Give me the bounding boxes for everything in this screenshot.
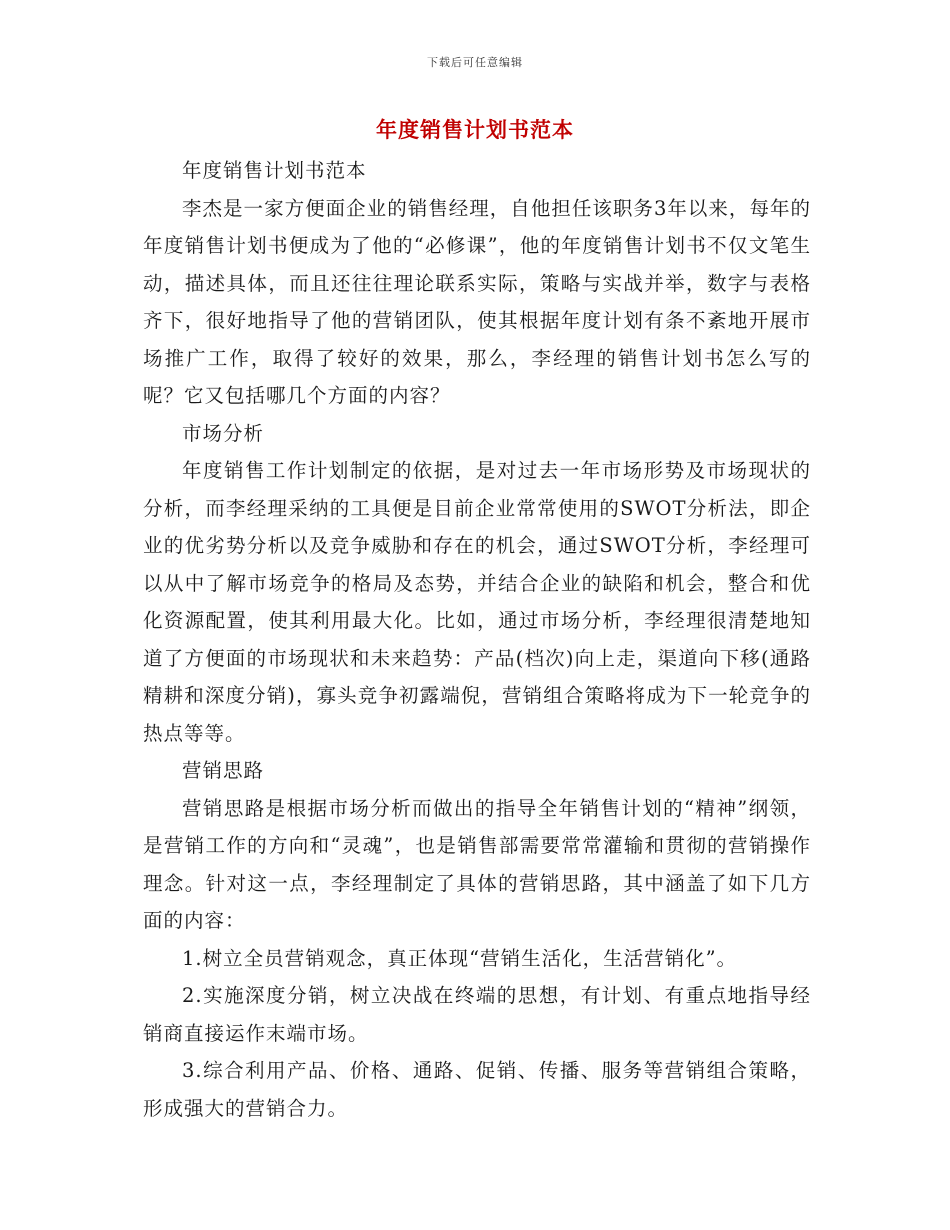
section-heading-marketing-ideas: 营销思路 xyxy=(182,759,265,782)
document-body xyxy=(143,152,811,1127)
list-item-3: 3.综合利用产品、价格、通路、促销、传播、服务等营销组合策略，形成强大的营销合力。 xyxy=(143,1059,811,1120)
list-item-1: 1.树立全员营销观念，真正体现“营销生活化，生活营销化”。 xyxy=(182,946,738,970)
document-title: 年度销售计划书范本 xyxy=(376,117,574,142)
paragraph-marketing-ideas: 营销思路是根据市场分析而做出的指导全年销售计划的“精神”纲领，是营销工作的方向和“灵魂”，也是销售部需要常常灌输和贯彻的营销操作理念。针对这一点，李经理制定了具体的营销思路，其中涵盖了如下几方面的内容： xyxy=(143,796,811,932)
list-item-2: 2.实施深度分销，树立决战在终端的思想，有计划、有重点地指导经销商直接运作末端市场。 xyxy=(143,984,811,1045)
paragraph-intro: 李杰是一家方便面企业的销售经理，自他担任该职务3年以来，每年的年度销售计划书便成为了他的“必修课”，他的年度销售计划书不仅文笔生动，描述具体，而且还往往理论联系实际，策略与实战并举，数字与表格齐下，很好地指导了他的营销团队，使其根据年度计划有条不紊地开展市场推广工作，取得了较好的效果，那么，李经理的销售计划书怎么写的呢？它又包括哪几个方面的内容？ xyxy=(143,196,811,407)
paragraph-market-analysis: 年度销售工作计划制定的依据，是对过去一年市场形势及市场现状的分析，而李经理采纳的工具便是目前企业常常使用的SWOT分析法，即企业的优劣势分析以及竞争威胁和存在的机会，通过SWOT分析，李经理可以从中了解市场竞争的格局及态势，并结合企业的缺陷和机会，整合和优化资源配置，使其利用最大化。比如，通过市场分析，李经理很清楚地知道了方便面的市场现状和未来趋势：产品(档次)向上走，渠道向下移(通路精耕和深度分销)，寡头竞争初露端倪，营销组合策略将成为下一轮竞争的热点等等。 xyxy=(143,459,811,745)
section-heading-market-analysis: 市场分析 xyxy=(182,421,265,445)
section-heading-intro: 年度销售计划书范本 xyxy=(182,159,367,182)
header-note: 下载后可任意编辑 xyxy=(427,56,523,69)
